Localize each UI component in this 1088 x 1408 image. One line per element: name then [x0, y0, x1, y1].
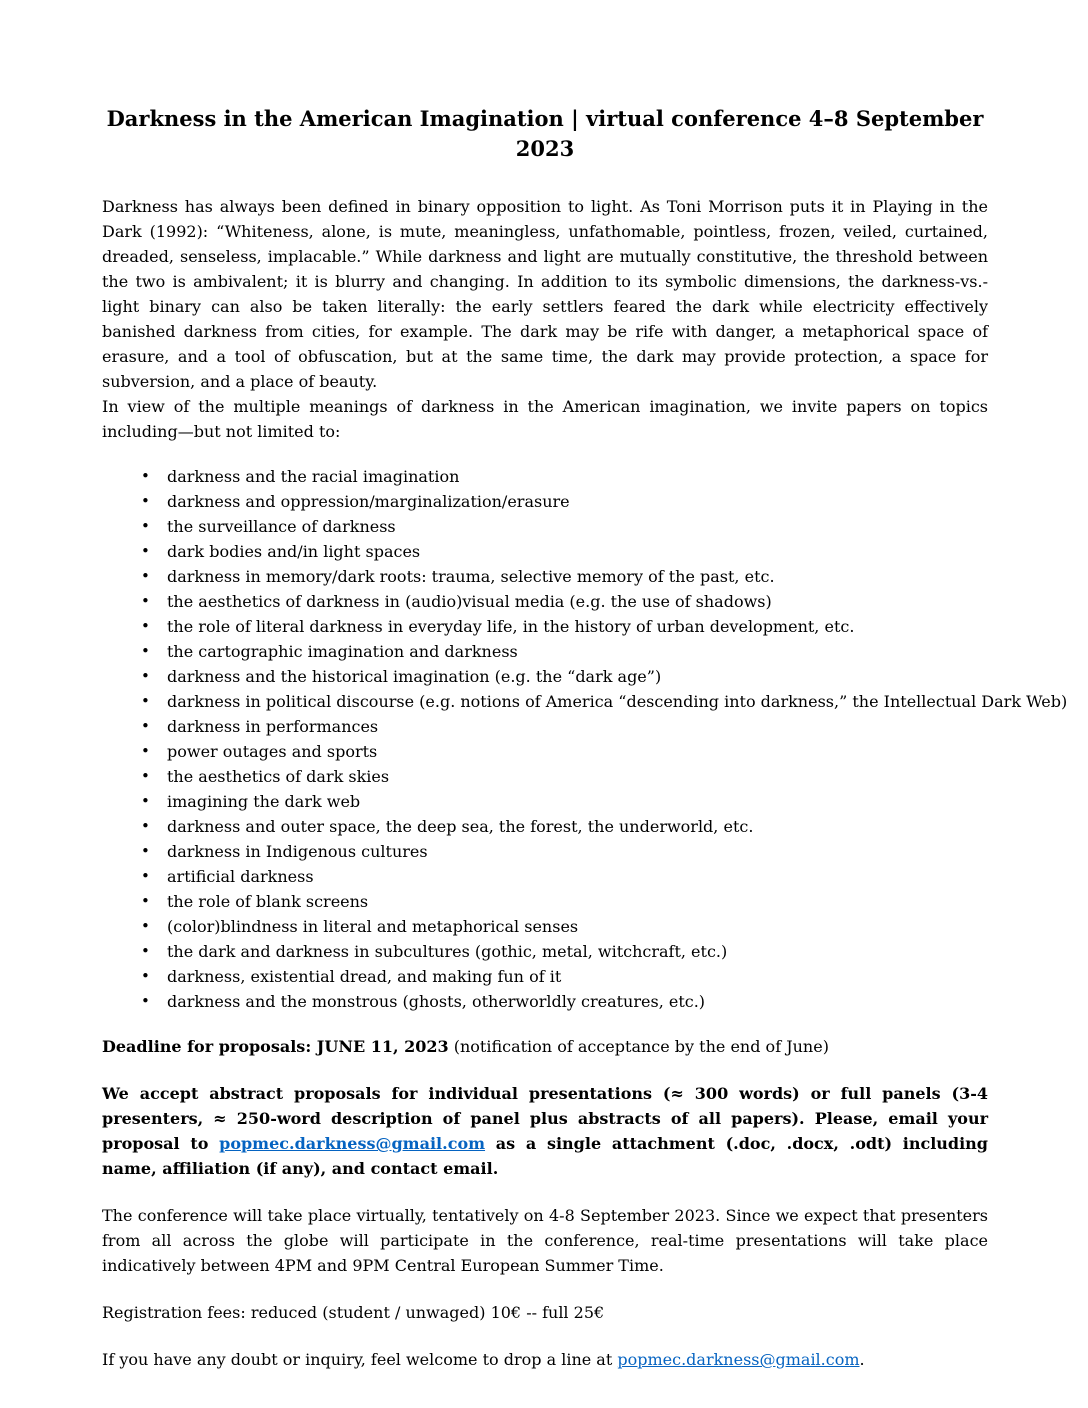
list-item: • the role of blank screens — [102, 889, 988, 914]
deadline-bold-text: Deadline for proposals: JUNE 11, 2023 — [102, 1037, 449, 1056]
intro-paragraph-2: In view of the multiple meanings of darkness in the American imagination, we invite papers on topics including—but not limited to: — [102, 397, 988, 441]
list-item: • the role of literal darkness in everyday life, in the history of urban development, etc. — [102, 614, 988, 639]
list-item: • darkness and the racial imagination — [102, 464, 988, 489]
contact-line — [102, 1347, 988, 1372]
list-item: • darkness, existential dread, and making fun of it — [102, 964, 988, 989]
list-item: • the aesthetics of dark skies — [102, 764, 988, 789]
list-item: • (color)blindness in literal and metaphorical senses — [102, 914, 988, 939]
topics-list — [102, 464, 1068, 1014]
list-item: • the dark and darkness in subcultures (gothic, metal, witchcraft, etc.) — [102, 939, 988, 964]
submission-paragraph — [102, 1081, 988, 1181]
list-item: • dark bodies and/in light spaces — [102, 539, 988, 564]
deadline-regular-text: (notification of acceptance by the end of June) — [448, 1037, 829, 1056]
contact-email-link[interactable]: popmec.darkness@gmail.com — [617, 1350, 860, 1369]
list-item: • artificial darkness — [102, 864, 988, 889]
list-item: • the cartographic imagination and darkness — [102, 639, 988, 664]
proposal-email-link[interactable]: popmec.darkness@gmail.com — [219, 1134, 486, 1153]
submission-text-after-link: as a single attachment (.doc, .docx, .odt) including name, affiliation (if any), and contact email. — [102, 1134, 988, 1178]
fees-line: Registration fees: reduced (student / unwaged) 10€ -- full 25€ — [102, 1303, 605, 1322]
list-item: • darkness in memory/dark roots: trauma, selective memory of the past, etc. — [102, 564, 988, 589]
list-item: • power outages and sports — [102, 739, 988, 764]
contact-text-after-link: . — [859, 1350, 865, 1369]
list-item: • the surveillance of darkness — [102, 514, 988, 539]
list-item: • darkness and oppression/marginalization/erasure — [102, 489, 988, 514]
list-item: • darkness in Indigenous cultures — [102, 839, 988, 864]
schedule-paragraph: The conference will take place virtually, tentatively on 4-8 September 2023. Since we expect that presenters from all across the globe will participate in the conference, real-time presentations will take place indicatively between 4PM and 9PM Central European Summer Time. — [102, 1206, 988, 1275]
intro-paragraph-1: Darkness has always been defined in binary opposition to light. As Toni Morrison puts it in Playing in the Dark (1992): “Whiteness, alone, is mute, meaningless, unfathomable, pointless, frozen, veiled, curtained, dreaded, senseless, implacable.” While darkness and light are mutually constitutive, the threshold between the two is ambivalent; it is blurry and changing. In addition to its symbolic dimensions, the darkness-vs.-light binary can also be taken literally: the early settlers feared the dark while electricity effectively banished darkness from cities, for example. The dark may be rife with danger, a metaphorical space of erasure, and a tool of obfuscation, but at the same time, the dark may provide protection, a space for subversion, and a place of beauty. — [102, 197, 988, 391]
deadline-line — [102, 1034, 988, 1059]
page-title: Darkness in the American Imagination | virtual conference 4–8 September 2023 — [106, 106, 984, 161]
list-item: • darkness in performances — [102, 714, 988, 739]
list-item: • darkness and the monstrous (ghosts, otherworldly creatures, etc.) — [102, 989, 988, 1014]
list-item: • darkness and outer space, the deep sea, the forest, the underworld, etc. — [102, 814, 988, 839]
list-item: • darkness in political discourse (e.g. notions of America “descending into darkness,” the Intellectual Dark Web) — [102, 689, 988, 714]
submission-text-before-link: We accept abstract proposals for individual presentations (≈ 300 words) or full panels (3-4 presenters, ≈ 250-word description of panel plus abstracts of all papers). Please, email your proposal to — [102, 1084, 988, 1153]
list-item: • the aesthetics of darkness in (audio)visual media (e.g. the use of shadows) — [102, 589, 988, 614]
contact-text-before-link: If you have any doubt or inquiry, feel welcome to drop a line at — [102, 1350, 618, 1369]
list-item: • imagining the dark web — [102, 789, 988, 814]
list-item: • darkness and the historical imagination (e.g. the “dark age”) — [102, 664, 988, 689]
